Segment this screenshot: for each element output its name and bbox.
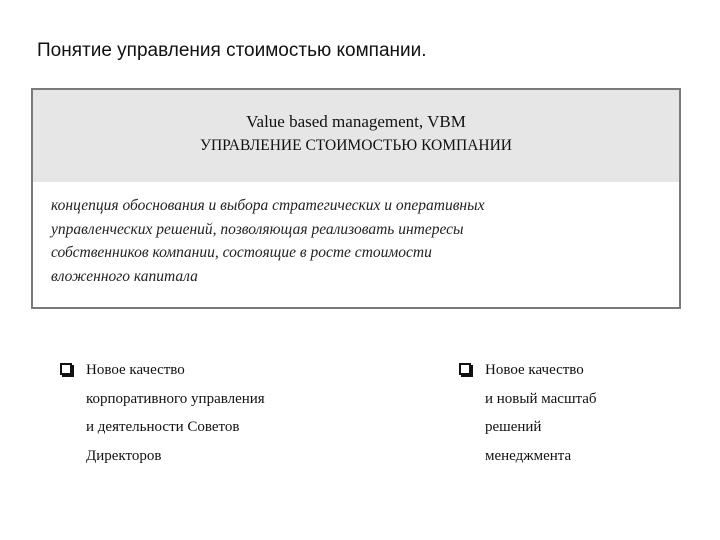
checkbox-icon [60,363,72,375]
bullet-management-decisions [459,356,597,470]
bullet-text: менеджмента [485,447,572,464]
bullet-text: Директоров [86,447,162,464]
definition-line: концепция обоснования и выбора стратегических и оперативных [51,197,485,214]
bullet-text: Новое качество [485,362,584,378]
bullet-text: и деятельности Советов [86,419,240,435]
definition-box [31,88,681,309]
slide-title: Понятие управления стоимостью компании. [37,40,427,61]
definition-text [51,194,611,288]
definition-line: управленческих решений, позволяющая реализовать интересы [51,220,464,238]
russian-term: УПРАВЛЕНИЕ СТОИМОСТЬЮ КОМПАНИИ [199,137,513,154]
bullet-text: Новое качество [86,362,185,378]
bullet-corporate-governance [60,356,265,470]
english-term: Value based management, VBM [246,112,466,131]
definition-line: собственников компании, состоящие в росте стоимости [51,244,432,261]
bullet-text: решений [485,419,542,435]
definition-header [33,90,679,182]
checkbox-icon [459,363,471,375]
definition-line: вложенного капитала [51,267,198,285]
bullet-text: корпоративного управления [86,390,265,407]
bullet-text: и новый масштаб [485,390,597,407]
